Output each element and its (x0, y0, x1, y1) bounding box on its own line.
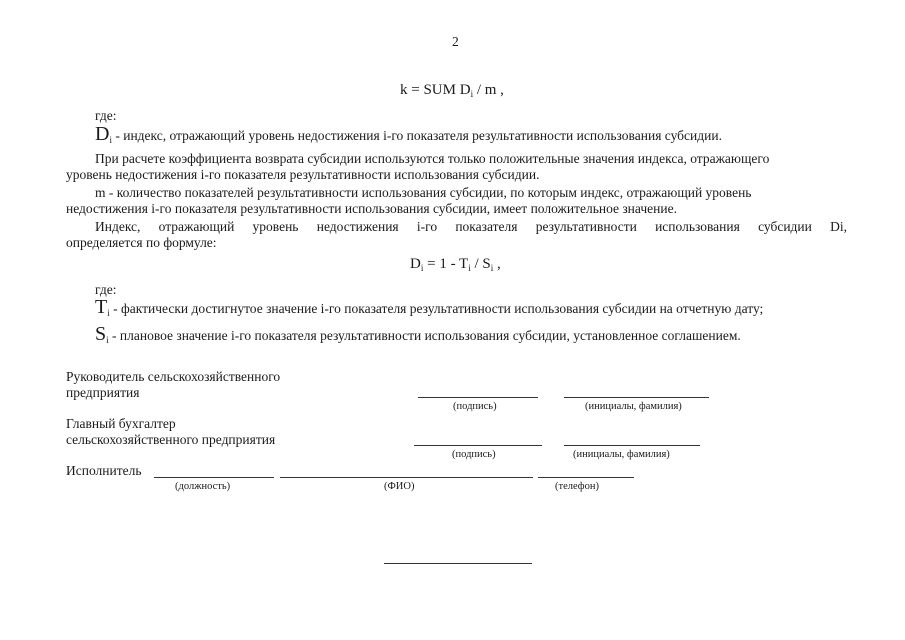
accountant-initials-caption: (инициалы, фамилия) (573, 449, 670, 460)
t-symbol: T (95, 296, 108, 318)
formula-k-rest: / m , (473, 82, 504, 98)
d-text: - индекс, отражающий уровень недостижения i-го показателя результативности использования субсидии. (111, 128, 722, 143)
s-definition (95, 323, 741, 348)
executor-fio-caption: (ФИО) (384, 481, 415, 492)
accountant-signature-caption: (подпись) (452, 449, 496, 460)
formula-k-lhs: k = SUM D (400, 82, 471, 98)
t-definition (95, 296, 764, 321)
s-symbol: S (95, 323, 107, 345)
d-sub: i (109, 135, 112, 145)
head-title-line2: предприятия (66, 385, 140, 400)
head-title-line1: Руководитель сельскохозяйственного (66, 369, 281, 384)
formula-d-b-sub: i (468, 263, 471, 273)
accountant-title-line2: сельскохозяйственного предприятия (66, 432, 276, 447)
formula-d-a: D (410, 256, 421, 272)
t-sub: i (107, 308, 110, 318)
formula-d-b: = 1 - T (423, 256, 469, 272)
para2-line1: m - количество показателей результативности использования субсидии, по которым индекс, отражающий уровень (95, 185, 752, 200)
executor-label: Исполнитель (66, 463, 142, 478)
s-text: - плановое значение i-го показателя результативности использования субсидии, установленное соглашением. (108, 328, 741, 343)
accountant-title-line1: Главный бухгалтер (66, 416, 176, 431)
head-signature-caption: (подпись) (453, 401, 497, 412)
formula-d (410, 256, 501, 273)
para2-line2: недостижения i-го показателя результативности использования субсидии, имеет положительное значение. (66, 201, 677, 216)
accountant-initials-line (564, 445, 700, 446)
para3-line1: Индекс, отражающий уровень недостижения i-го показателя результативности использования субсидии Di, (95, 219, 847, 234)
t-text: - фактически достигнутое значение i-го показателя результативности использования субсидии на отчетную дату; (109, 301, 764, 316)
executor-position-line (154, 477, 274, 478)
formula-d-a-sub: i (420, 263, 424, 273)
page-number: 2 (452, 34, 459, 49)
formula-d-d: , (493, 256, 501, 272)
head-signature-line (418, 397, 538, 398)
para1-line2: уровень недостижения i-го показателя результативности использования субсидии. (66, 167, 540, 182)
para1-line1: При расчете коэффициента возврата субсидии используются только положительные значения индекса, отражающего (95, 151, 770, 166)
where-label-2: где: (95, 282, 117, 297)
executor-phone-line (538, 477, 634, 478)
head-initials-caption: (инициалы, фамилия) (585, 401, 682, 412)
executor-position-caption: (должность) (175, 481, 231, 492)
formula-d-c: / S (470, 256, 491, 272)
executor-phone-caption: (телефон) (555, 481, 599, 492)
closing-separator (384, 563, 532, 564)
formula-d-c-sub: i (490, 263, 494, 273)
para3-line2: определяется по формуле: (66, 235, 217, 250)
accountant-signature-line (414, 445, 542, 446)
executor-fio-line (280, 477, 533, 478)
head-initials-line (564, 397, 709, 398)
s-sub: i (106, 335, 109, 345)
where-label-1: где: (95, 108, 117, 123)
d-definition (95, 123, 722, 148)
formula-k (400, 82, 504, 99)
formula-k-sub: i (470, 89, 474, 99)
d-symbol: D (95, 123, 110, 145)
